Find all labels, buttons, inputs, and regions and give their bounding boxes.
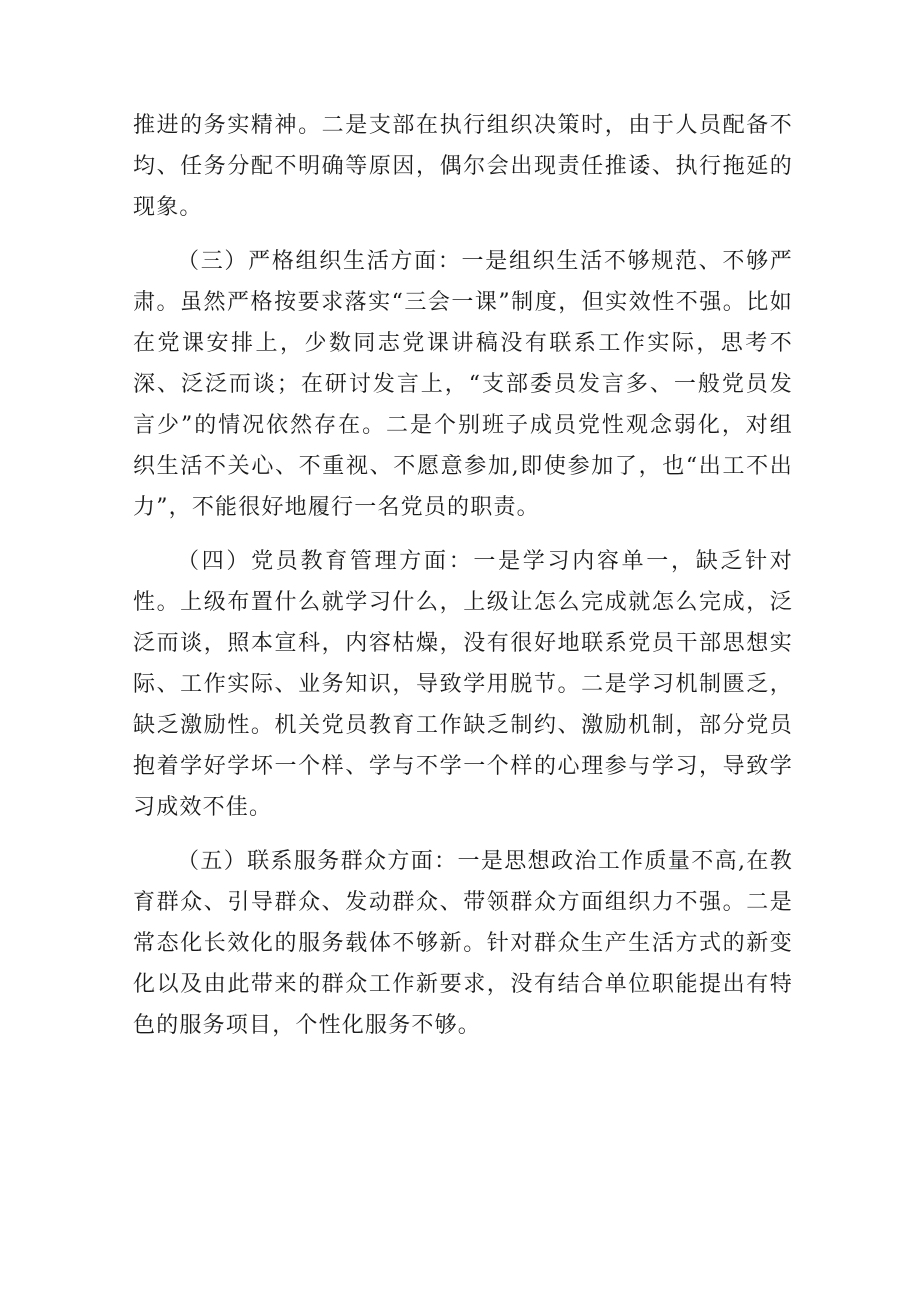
paragraph-continuation: 推进的务实精神。二是支部在执行组织决策时，由于人员配备不均、任务分配不明确等原因，偶尔会出现责任推诿、执行拖延的现象。 — [133, 113, 793, 220]
paragraph-organization-life: （三）严格组织生活方面：一是组织生活不够规范、不够严肃。虽然严格按要求落实“三会一课”制度，但实效性不强。比如在党课安排上，少数同志党课讲稿没有联系工作实际，思考不深、泛泛而谈；在研讨发言上，“支部委员发言多、一般党员发言少”的情况依然存在。二是个别班子成员党性观念弱化，对组织生活不关心、不重视、不愿意参加,即使参加了，也“出工不出力”，不能很好地履行一名党员的职责。 — [133, 249, 793, 520]
paragraph-member-education: （四）党员教育管理方面：一是学习内容单一，缺乏针对性。上级布置什么就学习什么，上级让怎么完成就怎么完成，泛泛而谈，照本宣科，内容枯燥，没有很好地联系党员干部思想实际、工作实际、业务知识，导致学用脱节。二是学习机制匮乏，缺乏激励性。机关党员教育工作缺乏制约、激励机制，部分党员抱着学好学坏一个样、学与不学一个样的心理参与学习，导致学习成效不佳。 — [133, 549, 793, 820]
paragraph-serving-masses: （五）联系服务群众方面：一是思想政治工作质量不高,在教育群众、引导群众、发动群众、带领群众方面组织力不强。二是常态化长效化的服务载体不够新。针对群众生产生活方式的新变化以及由此带来的群众工作新要求，没有结合单位职能提出有特色的服务项目，个性化服务不够。 — [133, 849, 793, 1038]
document-body — [133, 105, 793, 1059]
